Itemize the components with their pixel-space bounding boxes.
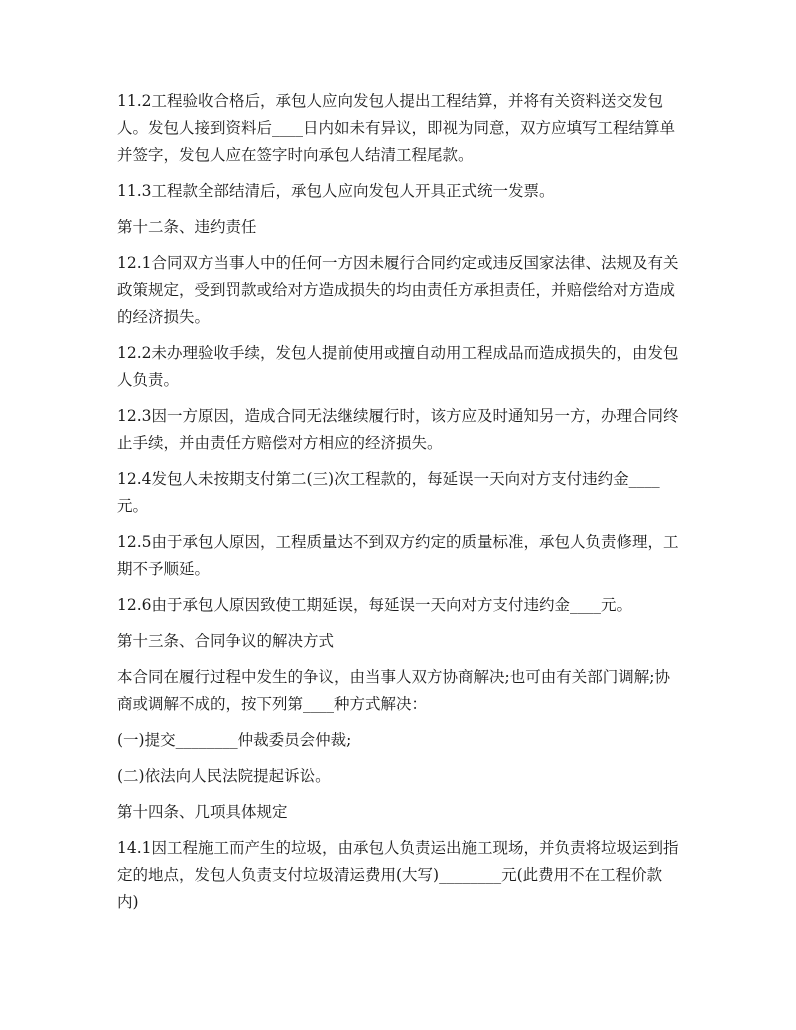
- clause-11-2: 11.2工程验收合格后，承包人应向发包人提出工程结算，并将有关资料送交发包人。发包人接到资料后____日内如未有异议，即视为同意，双方应填写工程结算单并签字，发包人应在签字时向承包人结清工程尾款。: [117, 92, 676, 164]
- article-12-heading: 第十二条、违约责任: [117, 218, 257, 236]
- clause-12-1: 12.1合同双方当事人中的任何一方因未履行合同约定或违反国家法律、法规及有关政策规定，受到罚款或给对方造成损失的均由责任方承担责任，并赔偿给对方造成的经济损失。: [117, 254, 679, 326]
- clause-12-2: 12.2未办理验收手续，发包人提前使用或擅自动用工程成品而造成损失的，由发包人负责。: [117, 344, 679, 389]
- option-arbitration: (一)提交________仲裁委员会仲裁;: [117, 731, 352, 749]
- option-litigation: (二)依法向人民法院提起诉讼。: [117, 767, 331, 785]
- clause-11-3: 11.3工程款全部结清后，承包人应向发包人开具正式统一发票。: [117, 182, 555, 200]
- clause-12-6: 12.6由于承包人原因致使工期延误，每延误一天向对方支付违约金____元。: [117, 596, 633, 614]
- article-14-heading: 第十四条、几项具体规定: [117, 803, 288, 821]
- clause-12-4: 12.4发包人未按期支付第二(三)次工程款的，每延误一天向对方支付违约金____元。: [117, 470, 660, 515]
- article-13-body: 本合同在履行过程中发生的争议，由当事人双方协商解决;也可由有关部门调解;协商或调解不成的，按下列第____种方式解决：: [117, 668, 670, 713]
- article-13-heading: 第十三条、合同争议的解决方式: [117, 632, 335, 650]
- document-body: [117, 88, 683, 925]
- clause-12-5: 12.5由于承包人原因，工程质量达不到双方约定的质量标准，承包人负责修理，工期不予顺延。: [117, 533, 679, 578]
- clause-12-3: 12.3因一方原因，造成合同无法继续履行时，该方应及时通知另一方，办理合同终止手续，并由责任方赔偿对方相应的经济损失。: [117, 407, 679, 452]
- clause-14-1: 14.1因工程施工而产生的垃圾，由承包人负责运出施工现场，并负责将垃圾运到指定的地点，发包人负责支付垃圾清运费用(大写)________元(此费用不在工程价款内): [117, 839, 679, 911]
